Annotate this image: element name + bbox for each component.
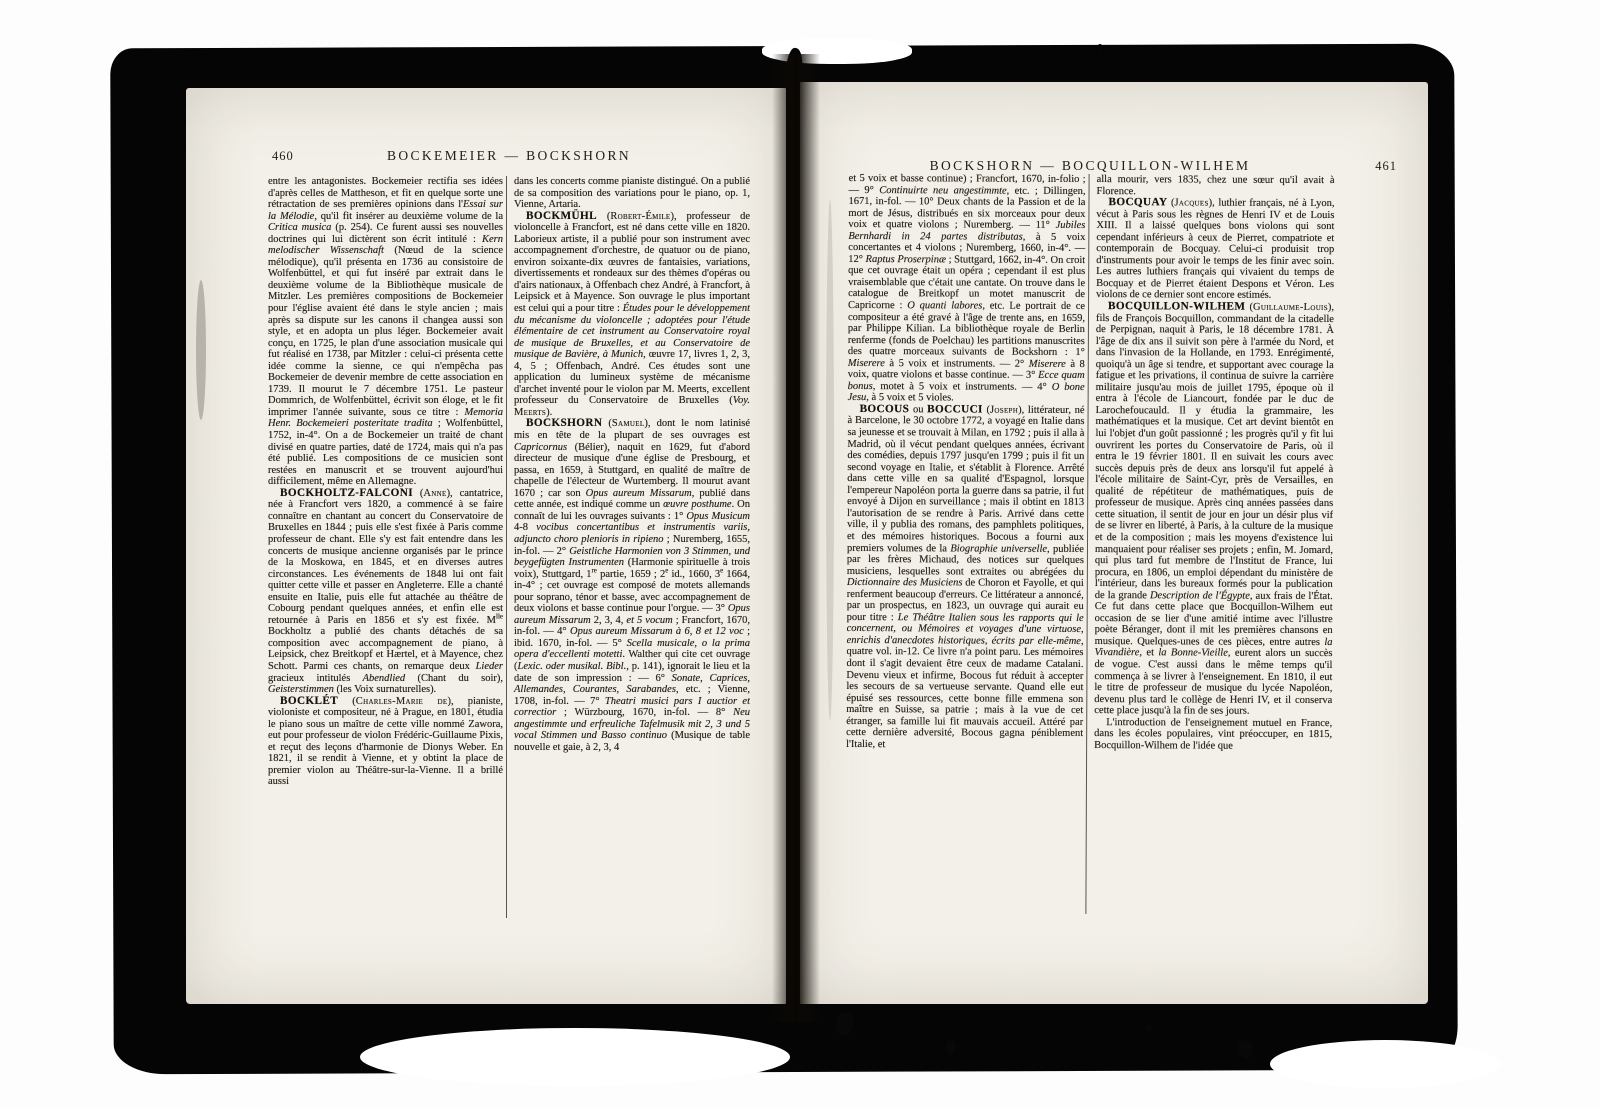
entry-headword: BOCKSHORN xyxy=(526,417,603,430)
paragraph xyxy=(1094,717,1332,753)
text-run: à 8 voix, quatre violons et basse continue. — 3° xyxy=(847,358,1085,382)
text-run: ( xyxy=(413,487,424,499)
right-text-columns xyxy=(845,173,1334,915)
right-page xyxy=(800,82,1428,1004)
text-run: id., 1660, 3 xyxy=(668,568,721,580)
text-run: Critica musica xyxy=(268,222,332,234)
text-run: Meerts xyxy=(514,406,547,418)
text-run: Abendlied xyxy=(362,672,406,684)
paragraph xyxy=(1097,174,1335,198)
text-run: ; Stuttgard, 1662, in-4°. On croit que cet ouvrage était un opéra ; cependant il est plus vraisemblable que c'était une cantate. On trouve dans le catalogue de Breitkopf un motet manuscrit de Capricorne : xyxy=(848,254,1086,312)
text-run: Ecce quam bonus xyxy=(847,370,1085,392)
text-run: ), luthier français, né à Lyon, vécut à Paris sous les règnes de Henri IV et de Louis XIII. Il a laissé quelques bons violons qui sont cependant inférieurs à ceux de Pierret, compatriote et contemporain de Bocquay. Celui-ci produisit trop d'instruments pour avoir le temps de les finir avec soin. Les autres luthiers français qui vivaient du temps de Bocquay et de Pierret étaient Despons et Véron. Les violons de ce dernier sont encore estimés. xyxy=(1096,197,1335,302)
text-run: , etc. ; Dillingen, 1671, in-fol. — 10° Deux chants de la Passion et de la mort de Jésus, distribués en six morceaux pour deux voix et quatre violons ; Nuremberg. — 11° xyxy=(848,185,1086,232)
text-run: gracieux intitulés xyxy=(268,672,363,684)
paragraph xyxy=(848,173,1086,405)
text-run: (Chant du soir), xyxy=(405,672,503,684)
right-column-2 xyxy=(1085,174,1334,915)
text-run: Joseph xyxy=(990,404,1019,416)
text-run: Charles-Marie de xyxy=(355,695,448,707)
text-run: Miserere xyxy=(847,357,885,369)
left-page xyxy=(186,88,786,1004)
text-run: , œuvre 17, livres 1, 2, 3, 4, 5 ; Offenbach, André. Ces études sont une application du lumineux système de mécanisme d'archet inventé pour le violon par M. Meerts, excellent professeur du Conservatoire de Bruxelles ( xyxy=(514,349,750,407)
scan-smudge-left-edge xyxy=(196,280,206,420)
text-run: Voy. xyxy=(732,395,750,407)
paragraph xyxy=(1094,301,1334,718)
text-run: Theatri musici pars I auctior et correctior xyxy=(514,695,750,719)
text-run: et 5 voix et basse continue) ; Francfort, 1670, in-folio ; — 9° xyxy=(848,172,1086,196)
scan-frame-gap-bottom-right xyxy=(1270,1040,1500,1088)
paragraph xyxy=(268,696,503,788)
paragraph xyxy=(846,404,1085,751)
text-run: . Walther qui cite cet ouvrage ( xyxy=(514,649,750,672)
text-run: 1664, in-4° ; cet ouvrage est composé de motets allemands pour soprano, ténor et basse, avec accompagnement de deux violons et basse continue pour l'orgue. — 3° xyxy=(514,568,750,615)
left-page-header xyxy=(268,148,750,166)
text-run: e xyxy=(665,566,669,575)
text-run: dans les concerts comme pianiste distingué. On a publié de sa composition des variations pour le piano, op. 1, Vienne, Artaria. xyxy=(514,176,750,211)
text-run: Raptus Proserpinæ xyxy=(865,253,947,266)
text-run: , aux frais de l'État. Ce fut dans cette place que Bocquillon-Wilhem eut occasion de se lier d'une amitié intime avec l'illustre poète Béranger, dont il mit les premières chansons en musique. Quelques-unes de ces pièces, entre autres xyxy=(1094,590,1333,648)
text-run: , motet à 5 voix et instruments. — 4° xyxy=(872,380,1052,393)
text-run: Anne xyxy=(423,487,447,499)
text-run: ( xyxy=(1167,197,1175,209)
text-run: Opus Musicum xyxy=(686,510,750,522)
left-column-2 xyxy=(506,176,750,918)
left-running-head: BOCKEMEIER — BOCKSHORN xyxy=(386,148,632,163)
text-run: , et xyxy=(1139,647,1159,659)
text-run: Lieder xyxy=(475,660,503,672)
text-run: e xyxy=(720,566,724,575)
text-run: lle xyxy=(496,612,503,621)
text-run: ; Wolfenbüttel, 1752, in-4°. On a de Bockemeier un traité de chant divisé en quatre parties, daté de 1724, mais qui n'a pas été publié. Les compositions de ce musicien sont restées en manuscrit et se trouvent aujourd'hui difficilement, même en Allemagne. xyxy=(268,418,503,488)
text-run: ), fils de François Bocquillon, commandant de la citadelle de Perpignan, naquit à Paris, le 18 décembre 1781. À l'âge de dix ans il suivit son père à l'armée du Nord, et dans l'invasion de la Hollande, en 1793. Enrégimenté, quoiqu'à un âge si tendre, et supportant avec courage la fatigue et les privations, il continua de suivre la carrière militaire jusqu'au mois de juillet 1795, époque où il entra à l'école de Liancourt, fondée par le duc de Larochefoucauld. Il y étudia la grammaire, les mathématiques et la musique. Cet art devint bientôt en lui l'objet d'un goût passionné ; les progrès qu'il y fit lui ouvrirent les portes du Conservatoire de Paris, où il entra le 19 février 1801. Il en suivait les cours avec succès depuis près de deux ans lorsqu'il fut appelé à l'école militaire de Saint-Cyr, près de Versailles, en qualité de répétiteur de mathématiques, puis de professeur de musique. Après cinq années passées dans cette situation, il sentit de jour en jour un désir plus vif de se livrer en liberté, à Paris, à la culture de la musique et de la composition ; mais les moyens d'existence lui manquaient pour réaliser ses projets ; enfin, M. Jomard, qui plus tard fut membre de l'Institut de France, lui procura, en 1806, un emploi dépendant du ministère de l'intérieur, dans les bureaux formés pour la publication de la grande xyxy=(1094,302,1335,601)
scan-smudge-right-gutter xyxy=(826,200,834,720)
text-run: 2, 3, 4, xyxy=(590,614,627,626)
text-run: Biographie universelle xyxy=(950,542,1048,555)
text-run: Samuel xyxy=(611,418,645,430)
text-run: ). xyxy=(546,406,553,418)
text-run: Le Théâtre Italien sous les rapports qui le concernent, ou Mémoires et voyages d'une virtuose, enrichis d'anecdotes historiques, écrits par elle-même xyxy=(846,611,1084,647)
text-run: ( xyxy=(338,695,356,707)
paragraph xyxy=(268,488,503,696)
text-run: Memoria Henr. Bockemeieri posteritate tradita xyxy=(268,406,503,430)
text-run: Dictionnaire des Musiciens xyxy=(846,577,963,589)
text-run: Description de l'Égypte xyxy=(1149,589,1250,602)
text-run: Geisterstimmen xyxy=(268,684,334,696)
paragraph xyxy=(514,211,750,419)
book-gutter xyxy=(772,54,820,1022)
text-run: ), professeur de violoncelle à Francfort, est né dans cette ville en 1820. Laborieux artiste, il a publié pour son instrument avec accompagnement d'orchestre, de quatuor ou de piano, environ soixante-dix œuvres de fantaisies, variations, divertissements et rondeaux sur des thèmes d'opéras ou d'airs nationaux, à Offenbach chez André, à Francfort, à Leipsick et à Mayence. Son ouvrage le plus important est celui qui a pour titre : xyxy=(514,210,750,315)
text-run: Études pour le développement du mécanisme du violoncelle ; adoptées pour l'étude élémentaire de cet instrument au Conservatoire royal de musique de Bruxelles, et au Conservatoire de musique de Bavière, à Munich xyxy=(514,303,750,361)
entry-headword: BOCKMÜHL xyxy=(526,209,597,222)
text-run: , etc. Le portrait de ce compositeur a été gravé à l'âge de trente ans, en 1659, par Philippe Kilian. La bibliothèque royale de Berlin renferme (fonds de Poelchau) les partitions manuscrites des quatre morceaux suivants de Bockshorn : 1° xyxy=(847,300,1086,359)
text-run: Opus aureum Missarum xyxy=(514,603,750,626)
text-run: Lexic. oder musikal. Bibl. xyxy=(517,660,627,672)
text-run: ( xyxy=(1245,301,1254,313)
scan-speck-bottom-2 xyxy=(946,1040,956,1055)
text-run: la Vivandière xyxy=(1094,636,1333,659)
scan-speck-top-3 xyxy=(1202,54,1210,67)
text-run: œuvre posthume xyxy=(663,499,732,511)
entry-headword: BOCOUS xyxy=(859,402,910,416)
entry-headword: BOCKLÉT xyxy=(280,694,339,707)
entry-headword: BOCQUILLON-WILHEM xyxy=(1108,300,1246,313)
text-run: (Harmonie spirituelle à trois voix), Stuttgard, 1 xyxy=(514,557,750,580)
text-run: ), pianiste, violoniste et compositeur, né à Prague, en 1801, étudia le piano sous un maître de cette ville nommé Zawora, eut pour professeur de violon Frédéric-Guillaume Pixis, et reçut des leçons d'harmonie de Dionys Weber. En 1821, il se rendit à Vienne, et y obtint la place de premier violon au Théâtre-sur-la-Vienne. Il a brillé aussi xyxy=(268,695,503,788)
right-column-1 xyxy=(845,173,1085,914)
text-run: . On connaît de lui les ouvrages suivants : 1° xyxy=(514,499,750,522)
left-column-1 xyxy=(268,176,503,918)
right-running-head: BOCKSHORN — BOCQUILLON-WILHEM xyxy=(929,158,1251,173)
scan-frame-gap-bottom-left xyxy=(360,1028,790,1086)
text-run: , etc. ; Vienne, 1708, in-fol. — 7° xyxy=(514,684,750,707)
entry-headword: BOCQUAY xyxy=(1108,196,1168,209)
text-run: (Bélier), naquit en 1629, fut d'abord directeur de musique d'une église de Presbourg, et passa, en 1659, à Stuttgard, en qualité de maître de chapelle de l'électeur de Wurtemberg. Il mourut avant 1670 ; car son xyxy=(514,441,750,499)
text-run: L'introduction de l'enseignement mutuel en France, dans les écoles populaires, vint préoccuper, en 1815, Bocquillon-Wilhem de l'idée que xyxy=(1094,716,1333,752)
text-run: ; ibid. 1670, in-fol. — 5° xyxy=(514,626,750,649)
text-run: ou xyxy=(909,404,928,416)
text-run: alla mourir, vers 1835, chez une sœur qu'il avait à Florence. xyxy=(1096,174,1335,197)
text-run: Opus aureum Missarum à 6, 8 et 12 voc xyxy=(569,626,744,638)
paragraph xyxy=(268,176,503,488)
text-run: ( xyxy=(982,404,991,416)
text-run: Opus aureum Missarum xyxy=(585,487,692,499)
text-run: de Choron et Fayolle, et qui renferment beaucoup d'erreurs. Ce littérateur a annoncé, par un prospectus, en 1823, un ouvrage qui aurait eu pour titre : xyxy=(846,577,1084,623)
text-run: Guillaume-Louis xyxy=(1252,301,1328,314)
text-run: partie, 1659 ; 2 xyxy=(596,568,666,580)
text-run: Scella musicale, o la prima opera d'eccellenti motetti xyxy=(514,637,750,661)
text-run: ( xyxy=(602,418,612,430)
paragraph xyxy=(514,176,750,211)
text-run: Robert-Émile xyxy=(610,210,671,222)
text-run: (p. 254). Ce furent aussi ses nouvelles doctrines qui lui dictèrent son écrit intitulé : xyxy=(268,222,503,245)
text-run: , publié dans cette année, est indiqué comme un xyxy=(514,487,750,511)
text-run: O bone Jesu xyxy=(847,381,1085,404)
text-run: ; Francfort, 1670, in-fol. — 4° xyxy=(514,614,750,638)
text-run: O quanti labores xyxy=(907,300,983,312)
text-run: entre les antagonistes. Bockemeier rectifia ses idées d'après celles de Mattheson, et fit en quelque sorte une rétractation de ses premières opinions dans l' xyxy=(268,176,503,211)
text-run: (les Voix surnaturelles). xyxy=(333,684,437,696)
text-run: , quatre vol. in-12. Ce livre n'a point paru. Les mémoires dont il s'agit devaient être ceux de madame Catalani. Devenu vieux et infirme, Bocous fut réduit à accepter les secours de sa vertueuse servante. Quand elle eut épuisé ses ressources, cette bonne fille emmena son maître en Suisse, sa patrie ; mais à la vue de cet étranger, sa famille lui fit mauvais accueil. Attéré par cette dernière adversité, Bocous gagna péniblement l'Italie, et xyxy=(846,635,1084,750)
scan-speck-bottom-3 xyxy=(1146,1024,1152,1032)
text-run: Geistliche Harmonien von 3 Stimmen, und beygefügten Instrumenten xyxy=(514,545,750,569)
entry-headword: BOCCUCI xyxy=(927,403,983,416)
text-run: vocibus concertantibus et instrumentis variis, adjuncto choro plenioris in ripieno xyxy=(514,522,750,545)
text-run: la Bonne-Vieille xyxy=(1158,647,1228,660)
text-run: ; Nuremberg, 1655, in-fol. — 2° xyxy=(514,533,750,557)
paragraph xyxy=(514,418,750,753)
text-run: re xyxy=(591,566,597,575)
text-run: Miserere xyxy=(1028,358,1066,370)
text-run: ( xyxy=(596,210,611,222)
text-run: Jubiles Bernhardi in 24 partes distributas xyxy=(848,220,1086,243)
text-run: ), cantatrice, née à Francfort vers 1820, a commencé à se faire connaître en chantant au concert du Conservatoire de Bruxelles en 1844 ; puis elle s'est fixée à Paris comme professeur de chant. Elle s'y est fait entendre dans les concerts de musique ancienne organisés par le prince de la Moskowa, en 1845, et en diverses autres circonstances. Les événements de 1848 lui ont fait quitter cette ville et passer en Angleterre. Elle a chanté ensuite en Italie, puis elle fut attachée au théâtre de Cobourg pendant quelques années, et enfin elle est retournée à Paris en 1856 et s'y est fixée. M xyxy=(268,487,503,626)
text-run: ), dont le nom latinisé mis en tête de la plupart de ses ouvrages est xyxy=(514,418,750,442)
text-run: (Musique de table nouvelle et gaie, à 2, 3, 4 xyxy=(514,730,750,753)
right-page-number: 461 xyxy=(1375,159,1397,173)
left-page-number: 460 xyxy=(272,149,294,163)
text-run: , publiée par les frères Michaud, des notices sur quelques musiciens, lesquelles sont extraites ou abrégées du xyxy=(846,543,1085,578)
scan-speck-top-2 xyxy=(1096,44,1104,62)
text-run: ), littérateur, né à Barcelone, le 30 octobre 1772, a voyagé en Italie dans sa jeunesse et se trouvait à Milan, en 1792 ; puis il alla à Madrid, où il vécut pendant quelques années, écrivant des comédies, depuis 1797 jusqu'en 1799 ; puis il fit un second voyage en Italie, et s'établit à Florence. Arrêté dans cette ville en sa qualité d'Espagnol, lorsque l'empereur Napoléon porta la guerre dans sa patrie, il fut envoyé à Dijon en surveillance ; mais il obtint en 1813 l'autorisation de se rendre à Paris. Arrivé dans cette ville, il y publia des romans, des pamphlets politiques, et des mémoires historiques. Bocous a fourni aux premiers volumes de la xyxy=(846,404,1085,554)
text-run: , qu'il fit insérer au deuxième volume de la xyxy=(314,210,503,222)
paragraph xyxy=(1096,197,1334,302)
text-run: à 5 voix et instruments. — 2° xyxy=(884,357,1029,370)
entry-headword: BOCKHOLTZ-FALCONI xyxy=(280,486,413,499)
text-run: Capricornus xyxy=(514,441,568,453)
text-run: ; Würzbourg, 1670, in-fol. — 8° xyxy=(556,707,734,719)
text-run: , p. 141), ignorait le lieu et la date de son impression : — 6° xyxy=(514,660,750,684)
text-run: Essai sur la Mélodie xyxy=(268,199,503,222)
text-run: Bockholtz a publié des chants détachés de sa composition avec accompagnement de piano, à Leipsick, chez Breitkopf et Hærtel, et à Mayence, chez Schott. Parmi ces chants, on remarque deux xyxy=(268,626,503,672)
text-run: 4-8 xyxy=(514,522,537,534)
text-run: Kern melodischer Wissenschaft xyxy=(268,233,503,257)
scan-speck-right-margin xyxy=(1436,104,1451,132)
text-run: , à 5 voix concertantes et 4 violons ; Nuremberg, 1660, in-4°. — 12° xyxy=(848,231,1086,265)
text-run: Continuirte neu angestimmte xyxy=(879,184,1007,197)
text-run: (Nœud de la science mélodique), qu'il présenta en 1736 au consistoire de Wolfenbüttel, et qui fut inséré par extrait dans le deuxième volume de la Bibliothèque musicale de Mitzler. Les premières compositions de Bockemeier pour l'église avaient été dans le style ancien ; mais après sa dispute sur les canons il changea aussi son style, et en adopta un plus léger. Bockemeier avait conçu, en 1725, le plan d'une association musicale qui fut réalisé en 1738, par Mitzler : celui-ci présenta cette idée comme la sienne, ce qui n'empêcha pas Bockemeier de devenir membre de cette association en 1739. Il mourut le 7 décembre 1751. Le pasteur Dommrich, de Wolfenbüttel, écrivit son éloge, et le fit imprimer l'année suivante, sous ce titre : xyxy=(268,245,503,418)
text-run: Sonate, Caprices, Allemandes, Courantes, Sarabandes xyxy=(514,672,750,696)
text-run: , eurent alors un succès de vogue. C'est aussi dans le même temps qu'il commença à se livrer à l'enseignement. En 1810, il eut le titre de professeur de musique du lycée Napoléon, devenu plus tard le collège de Henri IV, et il conserva cette place jusqu'à la fin de ses jours. xyxy=(1094,648,1333,717)
text-run: et 5 vocum xyxy=(626,614,673,626)
text-run: Neu angestimmte und erfreuliche Tafelmusik mit 2, 3 und 5 vocal Stimmen und Basso continuo xyxy=(514,707,750,742)
text-run: Jacques xyxy=(1174,197,1209,209)
left-text-columns xyxy=(268,176,750,918)
text-run: , à 5 voix et 5 violes. xyxy=(866,392,954,404)
